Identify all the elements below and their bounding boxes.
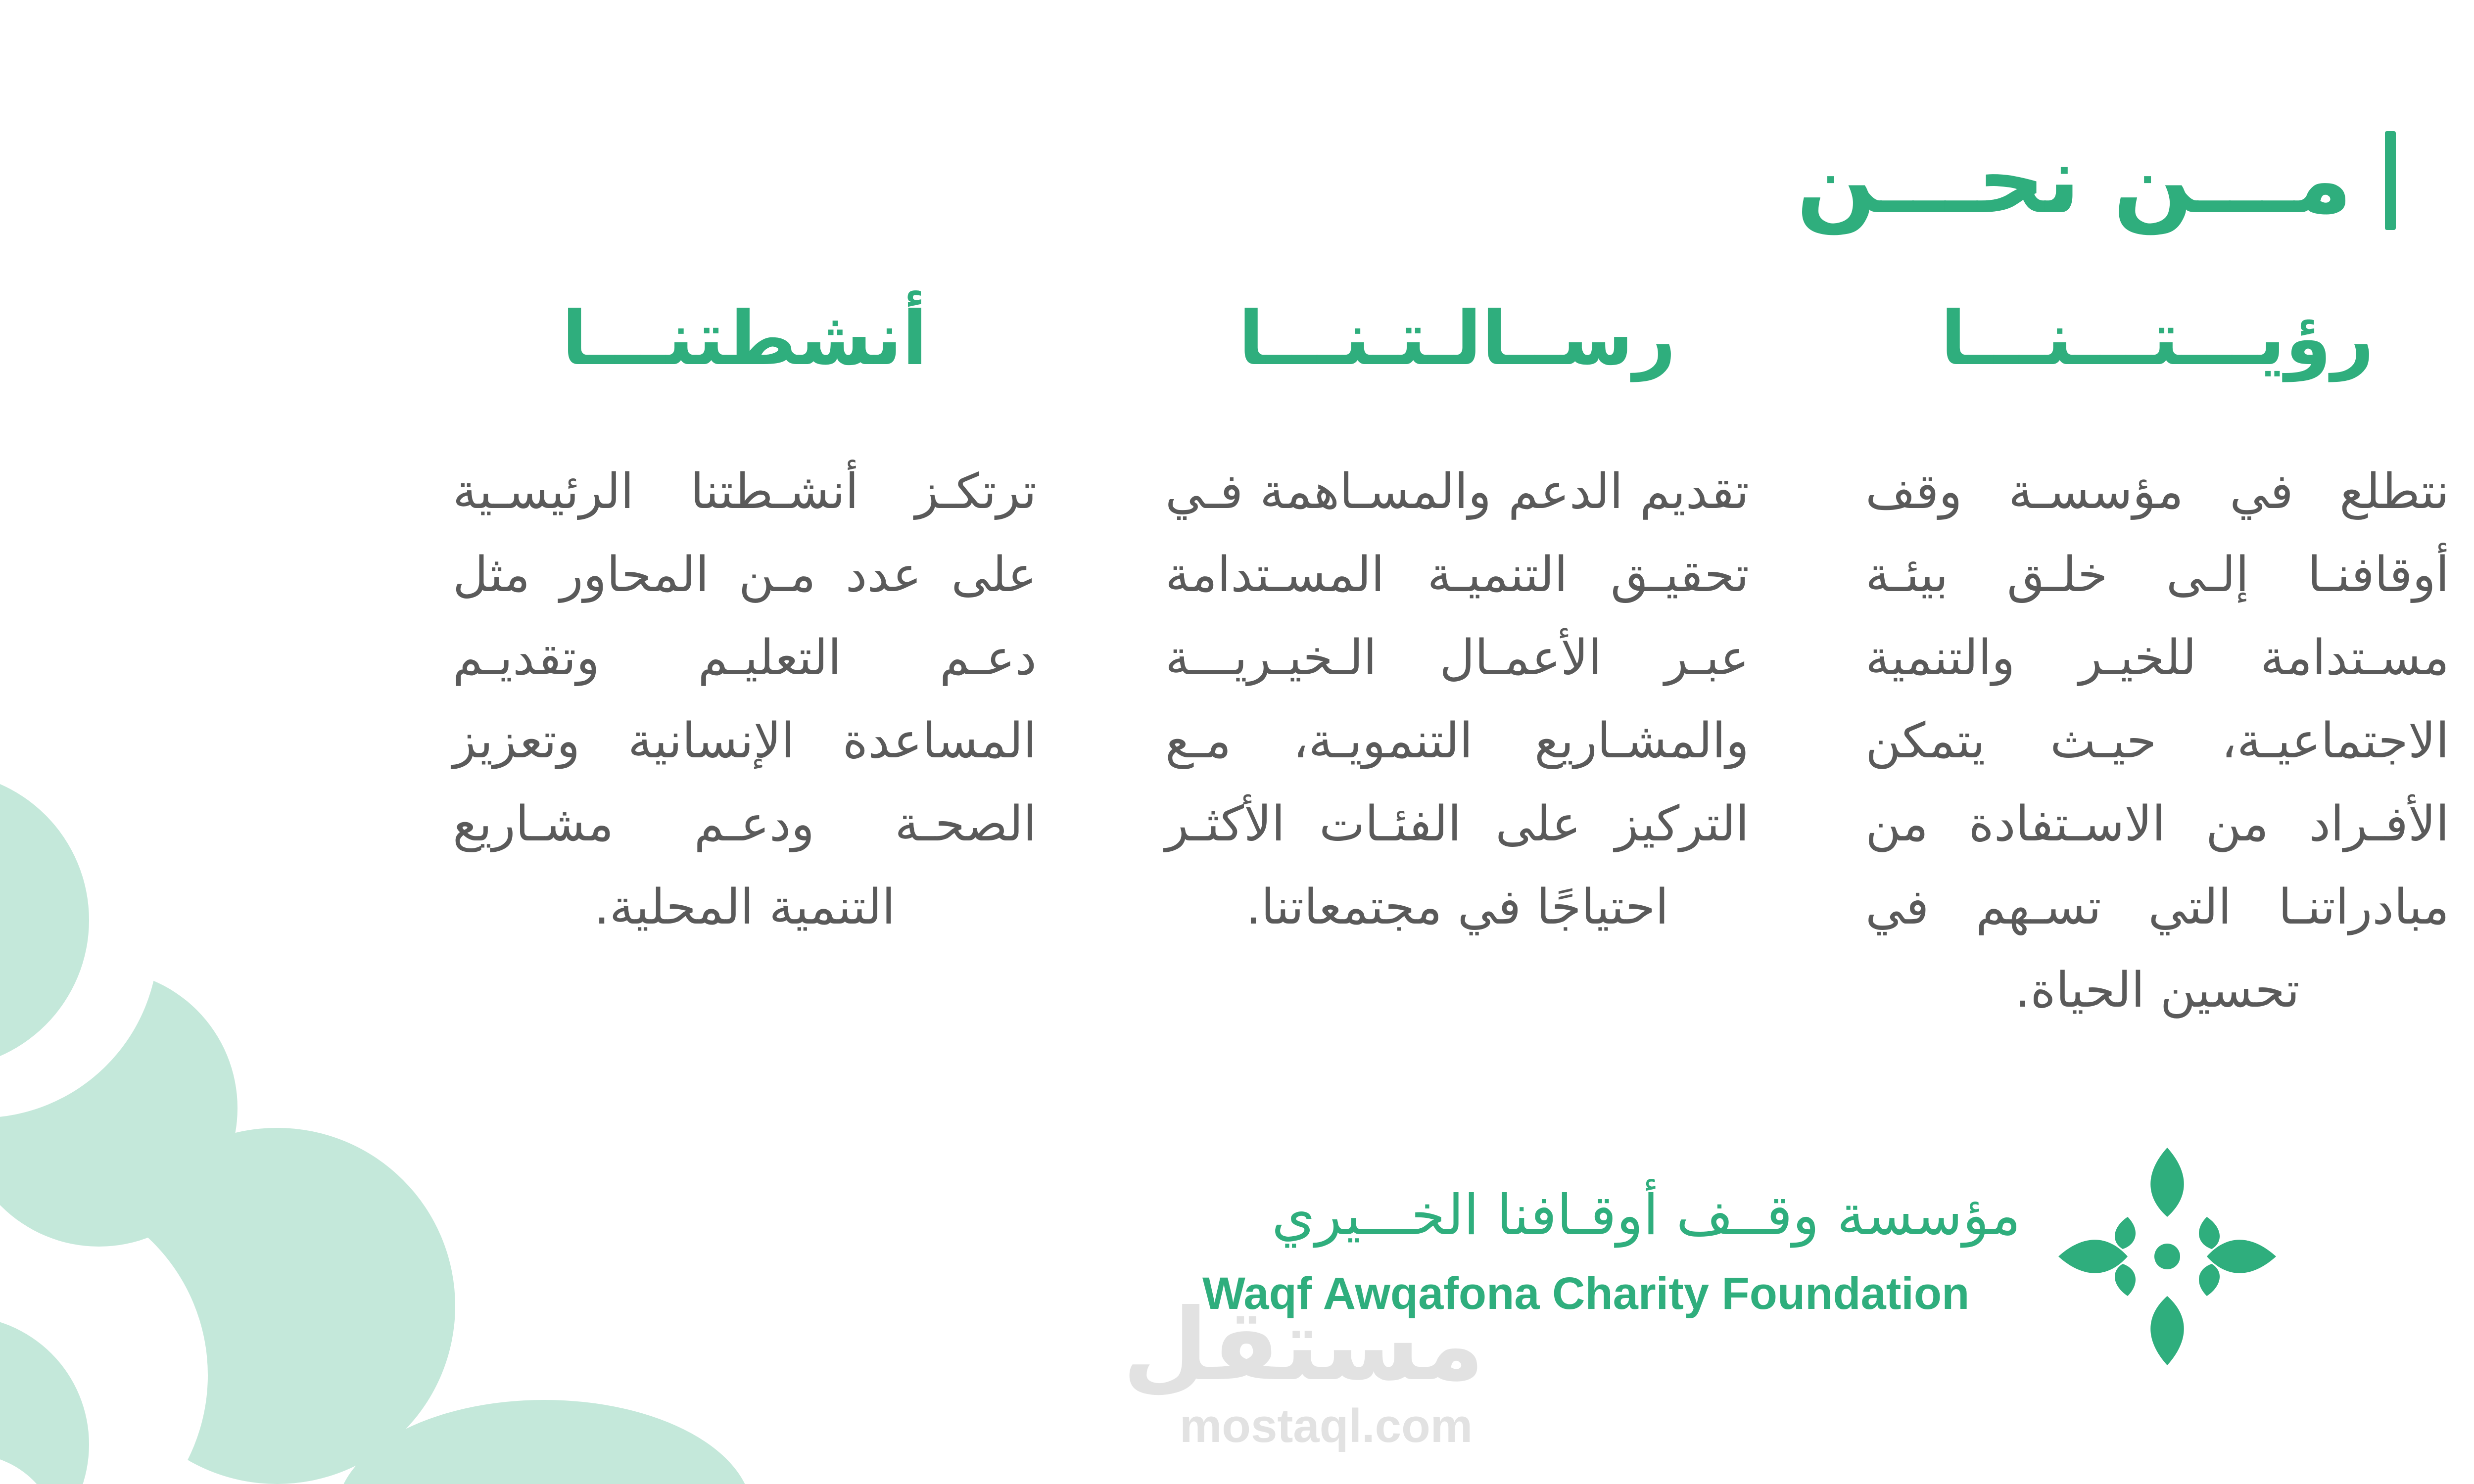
activities-text: ترتكـز أنشـطتنا الرئيسـية على عدد مـن المحاور مثل دعـم التعليـم وتقديـم المساعدة الإنسانية وتعزيز الصحـة ودعـم مشـاريع التنمية المحلية.: [453, 464, 1037, 935]
logo-name-arabic: مؤسسة وقــف أوقـافنا الخـــيري: [1271, 1183, 2021, 1248]
mission-heading: رســالـتـنـــا: [1238, 296, 1676, 382]
crescent-shape-lower: [99, 1128, 455, 1484]
activities-heading: أنشطتنـــا: [562, 296, 928, 382]
page-title: مـــن نحـــن: [1796, 125, 2352, 234]
vision-heading: رؤيـــتـــنـــا: [1940, 296, 2375, 382]
mission-text: تقديم الدعم والمسـاهمة فـي تحقيـق التنميـة المسـتدامة عبـر الأعمـال الـخيـريـــة والمشـاريع التنمويـة، مـع التركيز على الفئـات الأكثـر احتياجًا في مجتمعاتنا.: [1165, 464, 1749, 935]
mission-column: [1165, 287, 1749, 949]
logo-name-english: Waqf Awqafona Charity Foundation: [1202, 1268, 1970, 1319]
vision-text: نتطلع في مؤسسـة وقف أوقافنـا إلـى خلـق بيئـة مسـتدامة للخيـر والتنمية الاجتماعيـة، حيـث يتمكن الأفـراد من الاسـتفادة من مبادراتنـا التي تسـهم في تحسين الحياة.: [1865, 464, 2449, 1019]
watermark-arabic: مستقل: [1122, 1288, 1484, 1403]
activities-column: [453, 287, 1037, 949]
vision-column: [1865, 287, 2449, 1032]
crescent-shape-bottom-left: [0, 1316, 89, 1484]
watermark-url: mostaql.com: [1179, 1399, 1473, 1452]
leaf-flower-icon: [2053, 1143, 2281, 1370]
title-accent-bar: [2385, 131, 2396, 230]
